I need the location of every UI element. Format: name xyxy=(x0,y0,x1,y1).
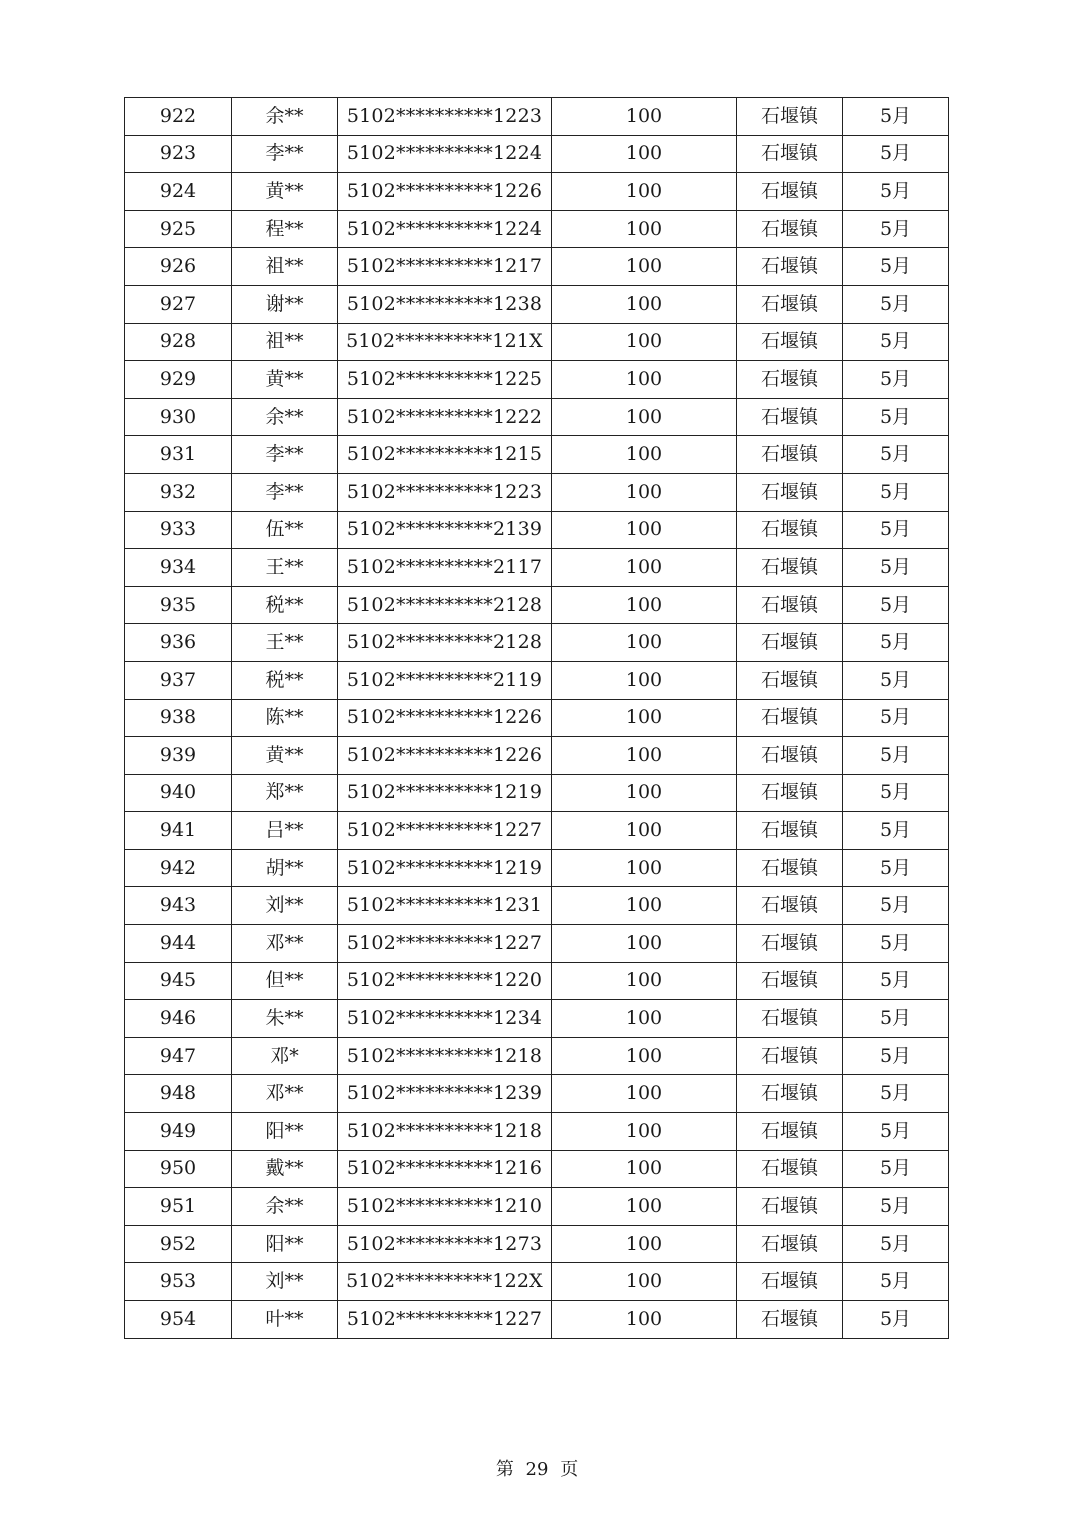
row-index-cell: 925 xyxy=(125,210,232,248)
row-index-cell: 939 xyxy=(125,737,232,775)
page-footer-suffix: 页 xyxy=(560,1459,579,1480)
month-cell: 5月 xyxy=(843,549,949,587)
table-row xyxy=(125,737,949,775)
row-index-cell: 950 xyxy=(125,1150,232,1188)
id-number-cell: 5102**********1224 xyxy=(338,210,552,248)
name-cell: 李** xyxy=(232,436,338,474)
table-row xyxy=(125,173,949,211)
name-cell: 胡** xyxy=(232,849,338,887)
table-row xyxy=(125,812,949,850)
town-cell: 石堰镇 xyxy=(737,1113,843,1151)
name-cell: 但** xyxy=(232,962,338,1000)
table-row xyxy=(125,925,949,963)
amount-cell: 100 xyxy=(552,248,737,286)
table-row xyxy=(125,1000,949,1038)
row-index-cell: 952 xyxy=(125,1225,232,1263)
amount-cell: 100 xyxy=(552,135,737,173)
id-number-cell: 5102**********2128 xyxy=(338,586,552,624)
roster-table xyxy=(124,97,949,1339)
month-cell: 5月 xyxy=(843,98,949,136)
id-number-cell: 5102**********1226 xyxy=(338,699,552,737)
name-cell: 邓** xyxy=(232,1075,338,1113)
month-cell: 5月 xyxy=(843,586,949,624)
amount-cell: 100 xyxy=(552,398,737,436)
name-cell: 税** xyxy=(232,661,338,699)
town-cell: 石堰镇 xyxy=(737,436,843,474)
table-row xyxy=(125,849,949,887)
row-index-cell: 953 xyxy=(125,1263,232,1301)
name-cell: 邓* xyxy=(232,1037,338,1075)
name-cell: 陈** xyxy=(232,699,338,737)
amount-cell: 100 xyxy=(552,699,737,737)
id-number-cell: 5102**********1227 xyxy=(338,812,552,850)
table-row xyxy=(125,887,949,925)
row-index-cell: 936 xyxy=(125,624,232,662)
id-number-cell: 5102**********1215 xyxy=(338,436,552,474)
table-row xyxy=(125,285,949,323)
month-cell: 5月 xyxy=(843,661,949,699)
month-cell: 5月 xyxy=(843,473,949,511)
month-cell: 5月 xyxy=(843,1037,949,1075)
town-cell: 石堰镇 xyxy=(737,173,843,211)
id-number-cell: 5102**********122X xyxy=(338,1263,552,1301)
row-index-cell: 927 xyxy=(125,285,232,323)
month-cell: 5月 xyxy=(843,1188,949,1226)
town-cell: 石堰镇 xyxy=(737,849,843,887)
town-cell: 石堰镇 xyxy=(737,473,843,511)
town-cell: 石堰镇 xyxy=(737,1301,843,1339)
id-number-cell: 5102**********2128 xyxy=(338,624,552,662)
town-cell: 石堰镇 xyxy=(737,1150,843,1188)
amount-cell: 100 xyxy=(552,1225,737,1263)
month-cell: 5月 xyxy=(843,962,949,1000)
town-cell: 石堰镇 xyxy=(737,398,843,436)
row-index-cell: 931 xyxy=(125,436,232,474)
row-index-cell: 932 xyxy=(125,473,232,511)
town-cell: 石堰镇 xyxy=(737,925,843,963)
town-cell: 石堰镇 xyxy=(737,1225,843,1263)
id-number-cell: 5102**********1219 xyxy=(338,774,552,812)
month-cell: 5月 xyxy=(843,248,949,286)
table-row xyxy=(125,1301,949,1339)
id-number-cell: 5102**********1222 xyxy=(338,398,552,436)
name-cell: 戴** xyxy=(232,1150,338,1188)
amount-cell: 100 xyxy=(552,1037,737,1075)
id-number-cell: 5102**********121X xyxy=(338,323,552,361)
town-cell: 石堰镇 xyxy=(737,1037,843,1075)
month-cell: 5月 xyxy=(843,285,949,323)
town-cell: 石堰镇 xyxy=(737,135,843,173)
amount-cell: 100 xyxy=(552,1150,737,1188)
month-cell: 5月 xyxy=(843,436,949,474)
month-cell: 5月 xyxy=(843,1225,949,1263)
id-number-cell: 5102**********1218 xyxy=(338,1037,552,1075)
id-number-cell: 5102**********1216 xyxy=(338,1150,552,1188)
id-number-cell: 5102**********1218 xyxy=(338,1113,552,1151)
amount-cell: 100 xyxy=(552,98,737,136)
month-cell: 5月 xyxy=(843,173,949,211)
id-number-cell: 5102**********1220 xyxy=(338,962,552,1000)
table-row xyxy=(125,248,949,286)
table-row xyxy=(125,210,949,248)
table-row xyxy=(125,98,949,136)
table-row xyxy=(125,135,949,173)
amount-cell: 100 xyxy=(552,1263,737,1301)
id-number-cell: 5102**********1227 xyxy=(338,925,552,963)
town-cell: 石堰镇 xyxy=(737,210,843,248)
town-cell: 石堰镇 xyxy=(737,285,843,323)
name-cell: 吕** xyxy=(232,812,338,850)
amount-cell: 100 xyxy=(552,586,737,624)
id-number-cell: 5102**********1223 xyxy=(338,473,552,511)
amount-cell: 100 xyxy=(552,849,737,887)
name-cell: 税** xyxy=(232,586,338,624)
row-index-cell: 954 xyxy=(125,1301,232,1339)
name-cell: 王** xyxy=(232,549,338,587)
name-cell: 祖** xyxy=(232,248,338,286)
row-index-cell: 945 xyxy=(125,962,232,1000)
name-cell: 谢** xyxy=(232,285,338,323)
month-cell: 5月 xyxy=(843,135,949,173)
amount-cell: 100 xyxy=(552,774,737,812)
name-cell: 程** xyxy=(232,210,338,248)
table-row xyxy=(125,1075,949,1113)
town-cell: 石堰镇 xyxy=(737,586,843,624)
town-cell: 石堰镇 xyxy=(737,962,843,1000)
town-cell: 石堰镇 xyxy=(737,774,843,812)
month-cell: 5月 xyxy=(843,1301,949,1339)
row-index-cell: 930 xyxy=(125,398,232,436)
amount-cell: 100 xyxy=(552,1075,737,1113)
table-row xyxy=(125,1150,949,1188)
amount-cell: 100 xyxy=(552,549,737,587)
id-number-cell: 5102**********1234 xyxy=(338,1000,552,1038)
town-cell: 石堰镇 xyxy=(737,549,843,587)
town-cell: 石堰镇 xyxy=(737,624,843,662)
month-cell: 5月 xyxy=(843,1113,949,1151)
amount-cell: 100 xyxy=(552,361,737,399)
amount-cell: 100 xyxy=(552,1113,737,1151)
row-index-cell: 943 xyxy=(125,887,232,925)
table-row xyxy=(125,624,949,662)
month-cell: 5月 xyxy=(843,210,949,248)
amount-cell: 100 xyxy=(552,624,737,662)
id-number-cell: 5102**********1226 xyxy=(338,737,552,775)
town-cell: 石堰镇 xyxy=(737,1188,843,1226)
month-cell: 5月 xyxy=(843,887,949,925)
amount-cell: 100 xyxy=(552,436,737,474)
month-cell: 5月 xyxy=(843,398,949,436)
row-index-cell: 940 xyxy=(125,774,232,812)
row-index-cell: 938 xyxy=(125,699,232,737)
row-index-cell: 947 xyxy=(125,1037,232,1075)
town-cell: 石堰镇 xyxy=(737,323,843,361)
town-cell: 石堰镇 xyxy=(737,1000,843,1038)
month-cell: 5月 xyxy=(843,737,949,775)
table-row xyxy=(125,398,949,436)
id-number-cell: 5102**********1217 xyxy=(338,248,552,286)
row-index-cell: 948 xyxy=(125,1075,232,1113)
name-cell: 祖** xyxy=(232,323,338,361)
month-cell: 5月 xyxy=(843,1263,949,1301)
table-row xyxy=(125,436,949,474)
id-number-cell: 5102**********1273 xyxy=(338,1225,552,1263)
name-cell: 刘** xyxy=(232,887,338,925)
id-number-cell: 5102**********1225 xyxy=(338,361,552,399)
amount-cell: 100 xyxy=(552,323,737,361)
name-cell: 王** xyxy=(232,624,338,662)
amount-cell: 100 xyxy=(552,661,737,699)
id-number-cell: 5102**********1226 xyxy=(338,173,552,211)
row-index-cell: 949 xyxy=(125,1113,232,1151)
amount-cell: 100 xyxy=(552,285,737,323)
name-cell: 李** xyxy=(232,135,338,173)
row-index-cell: 946 xyxy=(125,1000,232,1038)
row-index-cell: 937 xyxy=(125,661,232,699)
amount-cell: 100 xyxy=(552,210,737,248)
row-index-cell: 933 xyxy=(125,511,232,549)
name-cell: 余** xyxy=(232,98,338,136)
id-number-cell: 5102**********2119 xyxy=(338,661,552,699)
amount-cell: 100 xyxy=(552,173,737,211)
month-cell: 5月 xyxy=(843,925,949,963)
name-cell: 叶** xyxy=(232,1301,338,1339)
month-cell: 5月 xyxy=(843,699,949,737)
row-index-cell: 942 xyxy=(125,849,232,887)
name-cell: 阳** xyxy=(232,1113,338,1151)
roster-table-body xyxy=(125,98,949,1339)
id-number-cell: 5102**********1210 xyxy=(338,1188,552,1226)
row-index-cell: 935 xyxy=(125,586,232,624)
month-cell: 5月 xyxy=(843,361,949,399)
id-number-cell: 5102**********1223 xyxy=(338,98,552,136)
amount-cell: 100 xyxy=(552,473,737,511)
row-index-cell: 941 xyxy=(125,812,232,850)
table-row xyxy=(125,1188,949,1226)
row-index-cell: 951 xyxy=(125,1188,232,1226)
table-row xyxy=(125,1037,949,1075)
town-cell: 石堰镇 xyxy=(737,812,843,850)
town-cell: 石堰镇 xyxy=(737,1075,843,1113)
table-row xyxy=(125,661,949,699)
name-cell: 李** xyxy=(232,473,338,511)
town-cell: 石堰镇 xyxy=(737,98,843,136)
amount-cell: 100 xyxy=(552,925,737,963)
id-number-cell: 5102**********1238 xyxy=(338,285,552,323)
table-row xyxy=(125,473,949,511)
name-cell: 黄** xyxy=(232,737,338,775)
row-index-cell: 929 xyxy=(125,361,232,399)
table-row xyxy=(125,962,949,1000)
town-cell: 石堰镇 xyxy=(737,511,843,549)
name-cell: 余** xyxy=(232,398,338,436)
table-row xyxy=(125,549,949,587)
id-number-cell: 5102**********1239 xyxy=(338,1075,552,1113)
id-number-cell: 5102**********1219 xyxy=(338,849,552,887)
amount-cell: 100 xyxy=(552,812,737,850)
row-index-cell: 944 xyxy=(125,925,232,963)
table-row xyxy=(125,361,949,399)
page-footer-prefix: 第 xyxy=(495,1459,514,1480)
page-footer xyxy=(0,1455,1074,1481)
amount-cell: 100 xyxy=(552,1000,737,1038)
town-cell: 石堰镇 xyxy=(737,737,843,775)
amount-cell: 100 xyxy=(552,737,737,775)
town-cell: 石堰镇 xyxy=(737,361,843,399)
month-cell: 5月 xyxy=(843,323,949,361)
row-index-cell: 928 xyxy=(125,323,232,361)
name-cell: 黄** xyxy=(232,361,338,399)
amount-cell: 100 xyxy=(552,1188,737,1226)
name-cell: 邓** xyxy=(232,925,338,963)
table-row xyxy=(125,586,949,624)
month-cell: 5月 xyxy=(843,849,949,887)
amount-cell: 100 xyxy=(552,962,737,1000)
town-cell: 石堰镇 xyxy=(737,699,843,737)
month-cell: 5月 xyxy=(843,774,949,812)
town-cell: 石堰镇 xyxy=(737,1263,843,1301)
table-row xyxy=(125,1225,949,1263)
month-cell: 5月 xyxy=(843,1000,949,1038)
table-row xyxy=(125,774,949,812)
month-cell: 5月 xyxy=(843,511,949,549)
table-row xyxy=(125,511,949,549)
town-cell: 石堰镇 xyxy=(737,248,843,286)
town-cell: 石堰镇 xyxy=(737,661,843,699)
row-index-cell: 934 xyxy=(125,549,232,587)
town-cell: 石堰镇 xyxy=(737,887,843,925)
id-number-cell: 5102**********1227 xyxy=(338,1301,552,1339)
id-number-cell: 5102**********2139 xyxy=(338,511,552,549)
table-row xyxy=(125,699,949,737)
name-cell: 伍** xyxy=(232,511,338,549)
id-number-cell: 5102**********1231 xyxy=(338,887,552,925)
month-cell: 5月 xyxy=(843,624,949,662)
name-cell: 黄** xyxy=(232,173,338,211)
name-cell: 余** xyxy=(232,1188,338,1226)
name-cell: 郑** xyxy=(232,774,338,812)
name-cell: 阳** xyxy=(232,1225,338,1263)
table-row xyxy=(125,1113,949,1151)
table-row xyxy=(125,1263,949,1301)
amount-cell: 100 xyxy=(552,887,737,925)
row-index-cell: 923 xyxy=(125,135,232,173)
table-row xyxy=(125,323,949,361)
row-index-cell: 926 xyxy=(125,248,232,286)
month-cell: 5月 xyxy=(843,1150,949,1188)
row-index-cell: 922 xyxy=(125,98,232,136)
name-cell: 刘** xyxy=(232,1263,338,1301)
month-cell: 5月 xyxy=(843,812,949,850)
amount-cell: 100 xyxy=(552,1301,737,1339)
name-cell: 朱** xyxy=(232,1000,338,1038)
month-cell: 5月 xyxy=(843,1075,949,1113)
page-number: 29 xyxy=(525,1459,549,1480)
amount-cell: 100 xyxy=(552,511,737,549)
row-index-cell: 924 xyxy=(125,173,232,211)
id-number-cell: 5102**********2117 xyxy=(338,549,552,587)
id-number-cell: 5102**********1224 xyxy=(338,135,552,173)
